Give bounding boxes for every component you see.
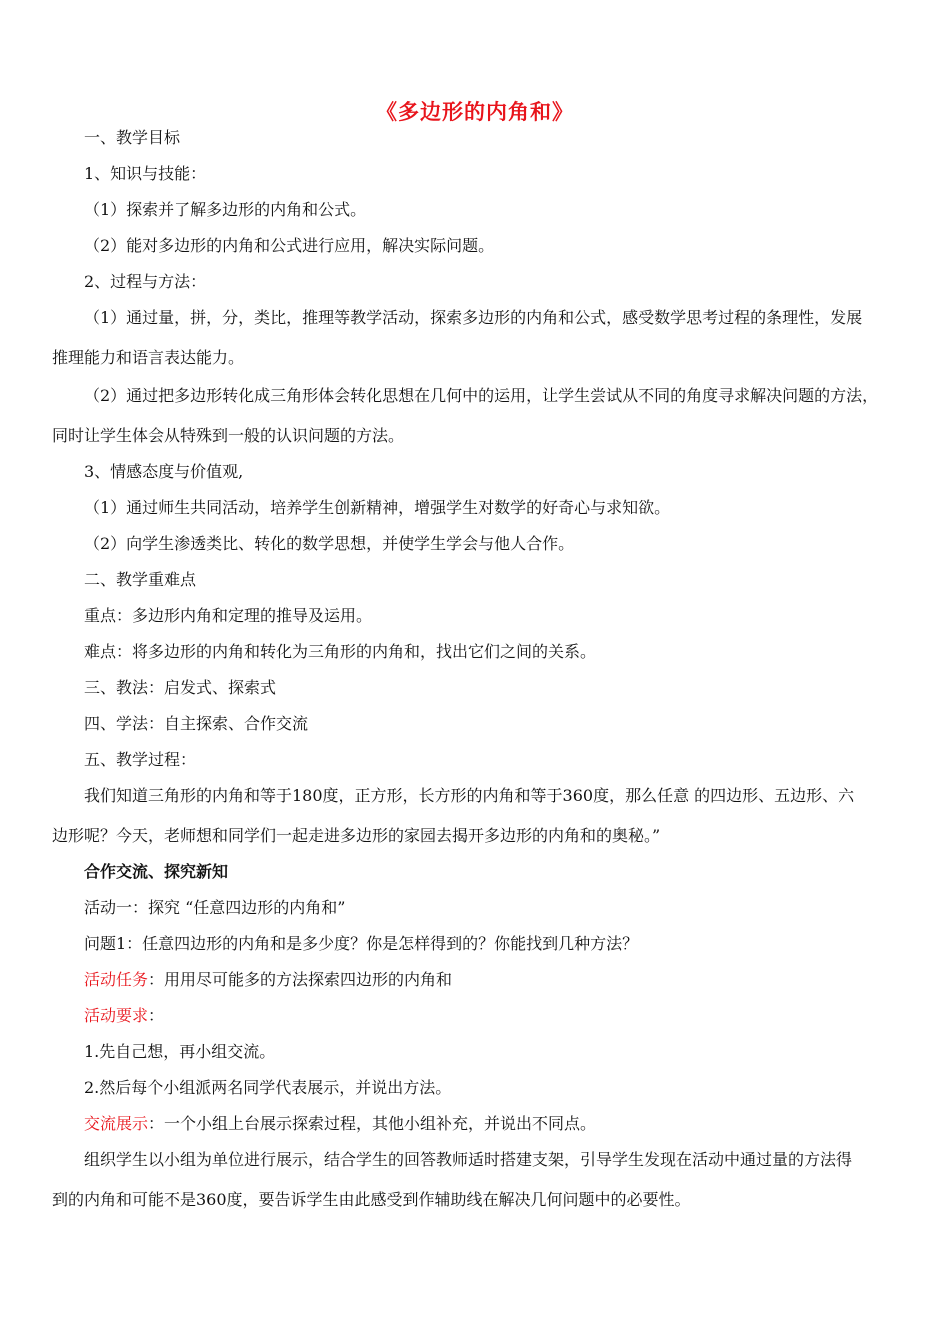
paragraph: （2）能对多边形的内角和公式进行应用，解决实际问题。 [84, 236, 495, 255]
paragraph: （2）通过把多边形转化成三角形体会转化思想在几何中的运用，让学生尝试从不同的角度寻求解决问题的方法， [84, 386, 879, 405]
paragraph: 到的内角和可能不是360度，要告诉学生由此感受到作辅助线在解决几何问题中的必要性。 [52, 1190, 691, 1209]
paragraph-activity-task [84, 970, 452, 990]
subheading-process-methods: 2、过程与方法： [84, 272, 207, 291]
paragraph: 同时让学生体会从特殊到一般的认识问题的方法。 [52, 426, 405, 445]
task-text: ：用用尽可能多的方法探索四边形的内角和 [148, 970, 453, 989]
section-heading-teaching-method: 三、教法：启发式、探索式 [84, 678, 277, 697]
paragraph-key-point: 重点：多边形内角和定理的推导及运用。 [84, 606, 373, 625]
task-label: 活动任务 [84, 970, 149, 989]
paragraph: 组织学生以小组为单位进行展示，结合学生的回答教师适时搭建支架，引导学生发现在活动中通过量的方法得 [84, 1150, 853, 1169]
list-item: 1.先自己想，再小组交流。 [84, 1042, 276, 1061]
section-heading-key-points: 二、教学重难点 [84, 570, 197, 589]
paragraph: （1）通过量，拼，分，类比，推理等教学活动，探索多边形的内角和公式，感受数学思考过程的条理性，发展 [84, 308, 863, 327]
page-title: 《多边形的内角和》 [376, 99, 574, 124]
requirements-text: ： [148, 1006, 165, 1025]
paragraph: 我们知道三角形的内角和等于180度，正方形，长方形的内角和等于360度，那么任意 的四边形、五边形、六 [84, 786, 855, 805]
display-text: ：一个小组上台展示探索过程，其他小组补充，并说出不同点。 [148, 1114, 597, 1133]
section-heading-objectives: 一、教学目标 [84, 128, 181, 147]
section-heading-learning-method: 四、学法：自主探索、合作交流 [84, 714, 309, 733]
paragraph-question-1: 问题1：任意四边形的内角和是多少度？你是怎样得到的？你能找到几种方法？ [84, 934, 639, 953]
paragraph-activity-1: 活动一：探究 “任意四边形的内角和” [84, 898, 346, 917]
paragraph: 推理能力和语言表达能力。 [52, 348, 245, 367]
subheading-attitudes-values: 3、情感态度与价值观, [84, 462, 244, 481]
requirements-label: 活动要求 [84, 1006, 149, 1025]
list-item: 2.然后每个小组派两名同学代表展示，并说出方法。 [84, 1078, 452, 1097]
paragraph-exchange-display [84, 1114, 596, 1134]
display-label: 交流展示 [84, 1114, 149, 1133]
paragraph: 边形呢？今天，老师想和同学们一起走进多边形的家园去揭开多边形的内角和的奥秘。” [52, 826, 661, 845]
section-heading-process: 五、教学过程： [84, 750, 197, 769]
paragraph: （1）探索并了解多边形的内角和公式。 [84, 200, 367, 219]
paragraph: （1）通过师生共同活动，培养学生创新精神，增强学生对数学的好奇心与求知欲。 [84, 498, 671, 517]
subheading-cooperative-exploration: 合作交流、探究新知 [84, 862, 229, 881]
subheading-knowledge-skills: 1、知识与技能： [84, 164, 207, 183]
paragraph-activity-requirements [84, 1006, 164, 1026]
paragraph-difficulty: 难点：将多边形的内角和转化为三角形的内角和，找出它们之间的关系。 [84, 642, 597, 661]
paragraph: （2）向学生渗透类比、转化的数学思想，并使学生学会与他人合作。 [84, 534, 575, 553]
